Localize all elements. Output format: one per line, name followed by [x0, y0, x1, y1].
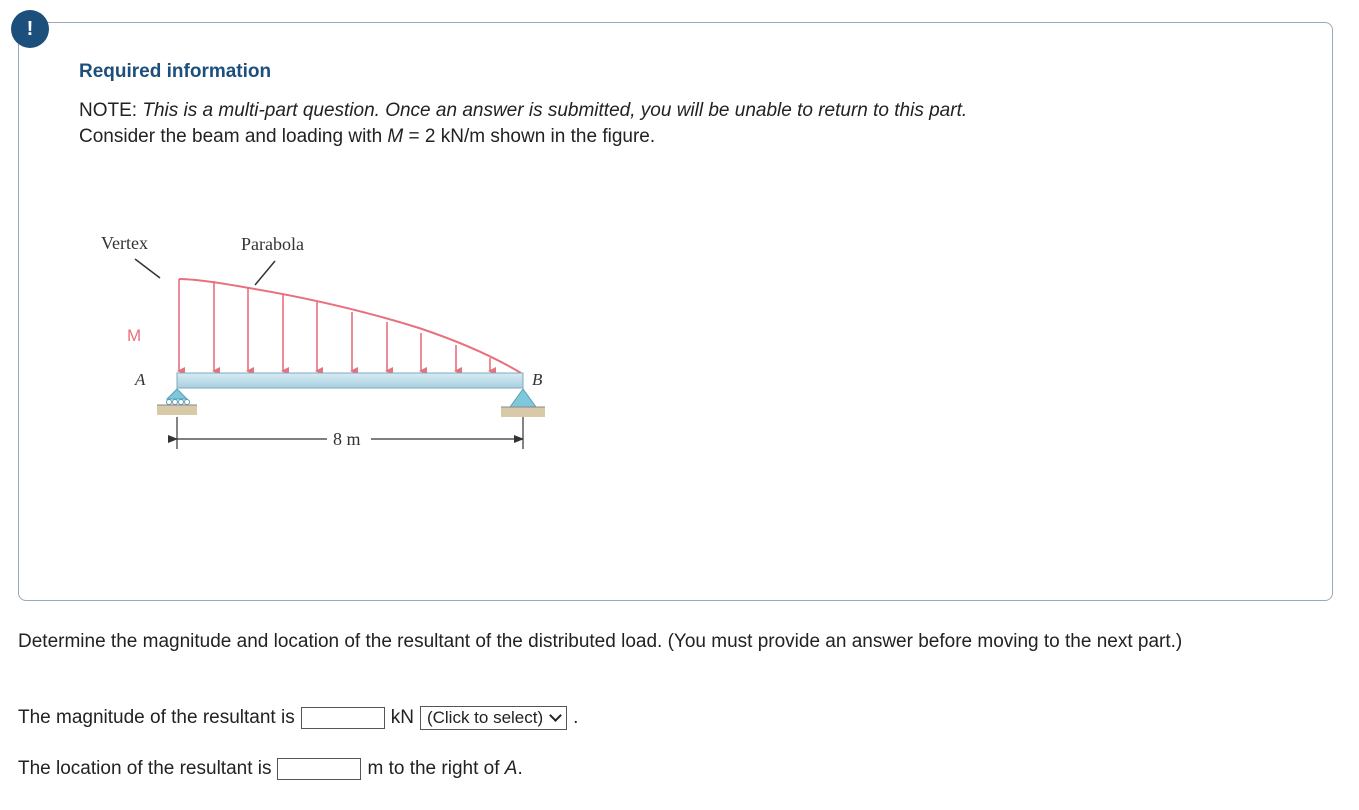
consider-suffix: = 2 kN/m shown in the figure. — [403, 126, 656, 147]
location-suffix: m to the right of A. — [367, 758, 523, 779]
direction-select-value: (Click to select) — [426, 708, 544, 727]
label-parabola: Parabola — [241, 234, 304, 254]
magnitude-period: . — [573, 707, 579, 728]
roller-support-a — [157, 389, 197, 415]
parabola-pointer — [255, 261, 275, 285]
note-prefix: NOTE: — [79, 100, 143, 121]
location-row — [18, 758, 523, 780]
note-line — [79, 100, 967, 122]
consider-prefix: Consider the beam and loading with — [79, 126, 388, 147]
consider-var: M — [387, 126, 404, 147]
alert-icon: ! — [11, 10, 49, 48]
question-text: Determine the magnitude and location of the resultant of the distributed load. (You must provide an answer before moving to the next part.) — [18, 631, 1183, 652]
label-span: 8 m — [333, 429, 361, 449]
note-text: This is a multi-part question. Once an answer is submitted, you will be unable to return to this part. — [142, 100, 968, 121]
direction-select[interactable] — [420, 706, 567, 730]
load-arrows — [179, 279, 490, 371]
vertex-pointer — [135, 259, 160, 278]
label-a: A — [135, 370, 146, 389]
required-info-panel — [18, 22, 1333, 601]
label-m: M — [127, 326, 142, 345]
magnitude-row — [18, 706, 578, 730]
label-vertex: Vertex — [101, 233, 148, 253]
location-label: The location of the resultant is — [18, 758, 272, 779]
label-b: B — [532, 370, 543, 389]
info-title: Required information — [79, 61, 272, 82]
magnitude-input[interactable] — [301, 707, 385, 729]
magnitude-label: The magnitude of the resultant is — [18, 707, 295, 728]
beam-figure — [89, 203, 589, 463]
beam — [177, 373, 523, 388]
location-input[interactable] — [277, 758, 361, 780]
pin-support-b — [501, 389, 545, 417]
load-curve — [179, 279, 521, 373]
consider-line — [79, 126, 655, 148]
chevron-down-icon — [549, 709, 562, 722]
magnitude-unit: kN — [390, 707, 414, 728]
